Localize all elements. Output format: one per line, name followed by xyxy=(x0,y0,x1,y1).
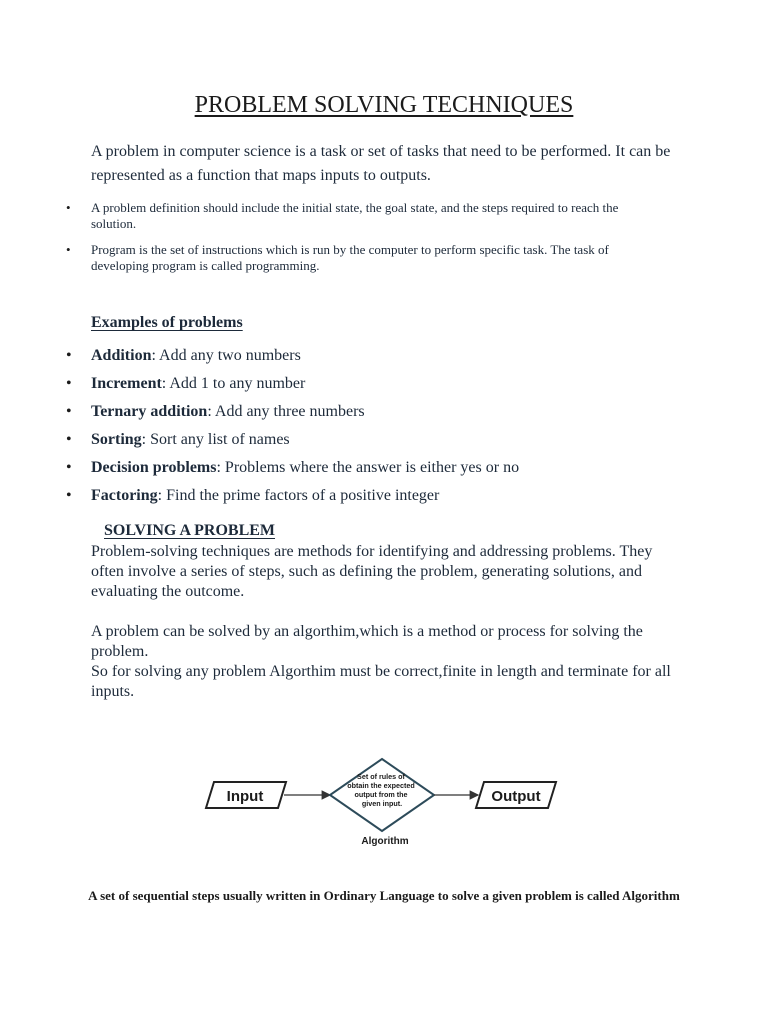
intro-paragraph: A problem in computer science is a task or set of tasks that need to be performed. It can be represented as a function that maps inputs to outputs. xyxy=(91,143,671,184)
example-desc: : Find the prime factors of a positive integer xyxy=(157,487,440,504)
algorithm-diagram xyxy=(200,752,570,852)
example-item xyxy=(62,342,682,370)
example-desc: : Add 1 to any number xyxy=(161,375,306,392)
example-desc: : Sort any list of names xyxy=(141,431,290,448)
bullet-icon: • xyxy=(66,200,71,215)
example-item xyxy=(62,398,682,426)
example-term: Increment xyxy=(91,375,162,392)
examples-list xyxy=(62,342,682,510)
bullet-icon: • xyxy=(66,459,72,476)
diagram-caption: A set of sequential steps usually written in Ordinary Language to solve a given problem is called Algorithm xyxy=(88,888,680,903)
example-desc: : Add any two numbers xyxy=(151,347,301,364)
bullet-icon: • xyxy=(66,487,72,504)
bullet-icon: • xyxy=(66,375,72,392)
bullet-icon: • xyxy=(66,347,72,364)
bullet-icon: • xyxy=(66,431,72,448)
example-desc: : Add any three numbers xyxy=(207,403,365,420)
input-label: Input xyxy=(226,788,264,805)
list-item-text: Program is the set of instructions which is run by the computer to perform specific task. The task of developing program is called programming. xyxy=(91,242,609,273)
solving-paragraph-2: A problem can be solved by an algorthim,which is a method or process for solving the problem. xyxy=(91,623,643,660)
page-title: PROBLEM SOLVING TECHNIQUES xyxy=(194,92,574,118)
diamond-line: output from the xyxy=(354,790,408,799)
example-item xyxy=(62,454,682,482)
examples-heading: Examples of problems xyxy=(91,314,243,331)
solving-paragraph-1: Problem-solving techniques are methods for identifying and addressing problems. They often involve a series of steps, such as defining the problem, generating solutions, and evaluating the outcome. xyxy=(91,543,653,600)
example-item xyxy=(62,370,682,398)
example-term: Ternary addition xyxy=(91,403,208,420)
list-item xyxy=(62,242,662,274)
diamond-line: Set of rules of xyxy=(357,772,405,781)
example-term: Addition xyxy=(91,347,152,364)
output-label: Output xyxy=(491,788,541,805)
example-term: Factoring xyxy=(91,487,158,504)
definition-list xyxy=(62,200,662,284)
example-desc: : Problems where the answer is either yes or no xyxy=(216,459,520,476)
list-item xyxy=(62,200,662,232)
diamond-line: obtain the expected xyxy=(347,781,415,790)
list-item-text: A problem definition should include the initial state, the goal state, and the steps required to reach the solution. xyxy=(91,200,619,231)
solving-paragraph-3: So for solving any problem Algorthim must be correct,finite in length and terminate for all inputs. xyxy=(91,663,671,700)
example-item xyxy=(62,482,682,510)
diamond-line: given input. xyxy=(361,799,403,808)
bullet-icon: • xyxy=(66,242,71,257)
bullet-icon: • xyxy=(66,403,72,420)
solving-heading: SOLVING A PROBLEM xyxy=(104,522,276,539)
example-term: Decision problems xyxy=(91,459,217,476)
algorithm-label: Algorithm xyxy=(361,836,409,847)
example-item xyxy=(62,426,682,454)
example-term: Sorting xyxy=(91,431,142,448)
